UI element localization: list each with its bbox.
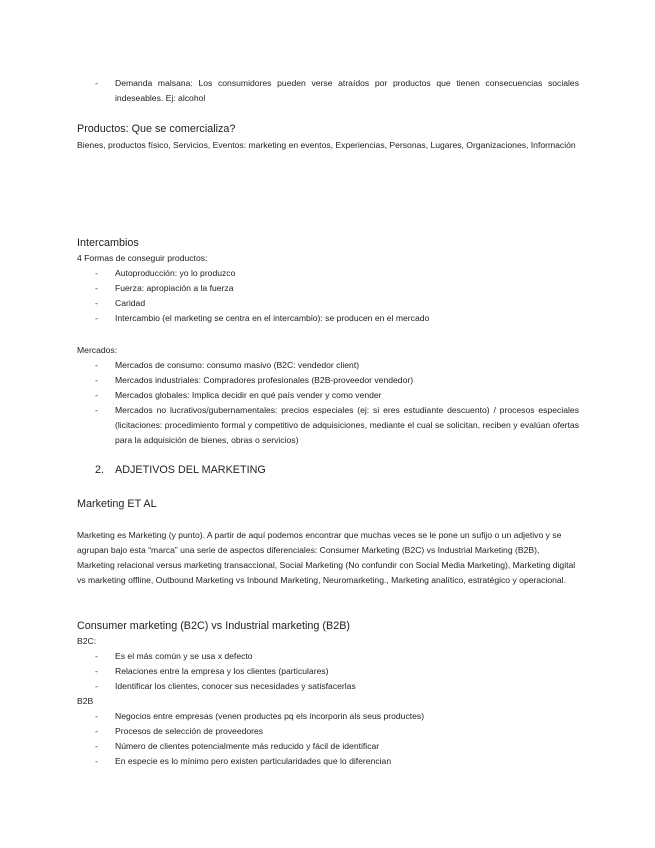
productos-section [77,122,579,153]
b2b-label: B2B [77,696,94,706]
b2c-label: B2C: [77,636,97,646]
list-item: - Mercados globales: Implica decidir en qué país vender y como vender [77,388,579,403]
list-item: - Fuerza: apropiación a la fuerza [77,281,579,296]
list-item: - Relaciones entre la empresa y los clientes (particulares) [77,664,579,679]
et-al-heading: Marketing ET AL [77,498,157,510]
b2c-b2b-section [77,619,579,769]
dash-bullet: - [95,666,98,676]
mercados-intro: Mercados: [77,345,118,355]
b2c-list [77,649,579,694]
intercambios-list [77,266,579,326]
dash-bullet: - [95,268,98,278]
dash-bullet: - [95,726,98,736]
list-item: - Intercambio (el marketing se centra en el intercambio): se producen en el mercado [77,311,579,326]
list-item: - Procesos de selección de proveedores [77,724,579,739]
section-2-heading [77,463,579,478]
list-item: - Es el más común y se usa x defecto [77,649,579,664]
list-item: - Caridad [77,296,579,311]
list-item: - En especie es lo mínimo pero existen particularidades que lo diferencian [77,754,579,769]
b2b-list [77,709,579,769]
mercados-section [77,343,579,448]
list-item: - Número de clientes potencialmente más reducido y fácil de identificar [77,739,579,754]
productos-text: Bienes, productos físico, Servicios, Eventos: marketing en eventos, Experiencias, Personas, Lugares, Organizaciones, Información [77,140,576,150]
list-item: - Mercados no lucrativos/gubernamentales: precios especiales (ej: si eres estudiante descuento) / procesos especiales (licitaciones: procedimiento formal y competitivo de adquisiciones, mediante el cual se solicitan, reciben y evalúan ofertas para la adquisición de bienes, obras o servicios) [95,405,579,445]
b2c-b2b-heading: Consumer marketing (B2C) vs Industrial marketing (B2B) [77,620,351,632]
dash-bullet: - [95,756,98,766]
list-item: - Demanda malsana: Los consumidores pueden verse atraídos por productos que tienen consecuencias sociales indeseables. Ej: alcohol [95,78,579,103]
dash-bullet: - [95,711,98,721]
dash-bullet: - [95,298,98,308]
dash-bullet: - [95,283,98,293]
dash-bullet: - [95,375,98,385]
intercambios-intro: 4 Formas de conseguir productos: [77,253,208,263]
dash-bullet: - [95,313,98,323]
dash-bullet: - [95,78,98,88]
mercados-list [77,358,579,448]
dash-bullet: - [95,405,98,415]
intercambios-section [77,236,579,326]
dash-bullet: - [95,681,98,691]
et-al-text: Marketing es Marketing (y punto). A partir de aquí podemos encontrar que muchas veces se le pone un sufijo o un adjetivo y se agrupan bajo esta “marca” una serie de aspectos diferenciales: Consumer Marketing (B2C) vs Industrial Marketing (B2B), Marketing relacional versus marketing transaccional, Social Marketing (No confundir con Social Media Marketing), Marketing digital vs marketing offline, Outbound Marketing vs Inbound Marketing, Neuromarketing., Marketing analítico, estratégico y operacional. [77,530,576,585]
list-item: - Negocios entre empresas (venen productes pq els incorporin als seus productes) [77,709,579,724]
list-item: - Autoproducción: yo lo produzco [77,266,579,281]
list-item: - Mercados de consumo: consumo masivo (B2C: vendedor client) [77,358,579,373]
intercambios-heading: Intercambios [77,237,139,249]
dash-bullet: - [95,390,98,400]
top-list [77,76,579,106]
dash-bullet: - [95,741,98,751]
et-al-section [77,497,579,588]
list-item: - Identificar los clientes, conocer sus necesidades y satisfacerlas [77,679,579,694]
dash-bullet: - [95,651,98,661]
section-number: 2. [95,464,105,476]
list-item: - Mercados industriales: Compradores profesionales (B2B-proveedor vendedor) [77,373,579,388]
dash-bullet: - [95,360,98,370]
section-title: ADJETIVOS DEL MARKETING [115,464,266,476]
productos-heading: Productos: Que se comercializa? [77,123,236,135]
